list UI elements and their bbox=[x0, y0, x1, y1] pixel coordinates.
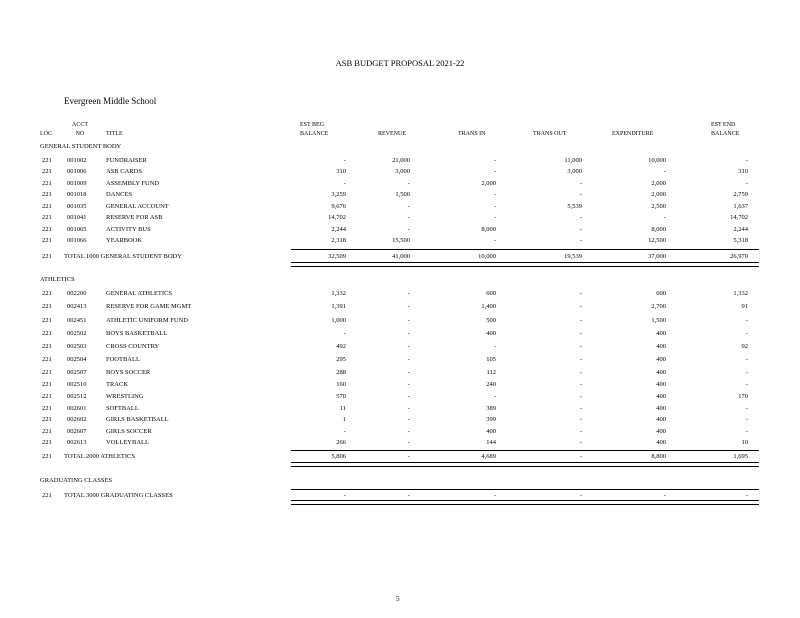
expenditure-cell: - bbox=[663, 214, 666, 221]
end-balance-cell: 5,318 bbox=[733, 237, 748, 244]
end-balance-cell: - bbox=[745, 317, 748, 324]
revenue-cell: - bbox=[407, 492, 410, 499]
revenue-cell: - bbox=[407, 180, 410, 187]
header-end-balance: BALANCE bbox=[711, 131, 740, 137]
beg-balance-cell: 2,244 bbox=[331, 226, 346, 233]
expenditure-cell: 2,000 bbox=[651, 180, 666, 187]
trans-out-cell: - bbox=[579, 303, 582, 310]
end-balance-cell: - bbox=[745, 381, 748, 388]
beg-balance-cell: 1,000 bbox=[331, 317, 346, 324]
title-cell: GENERAL ATHLETICS bbox=[106, 290, 173, 297]
header-est-beg: EST BEG bbox=[300, 122, 325, 128]
title-cell: ASSEMBLY FUND bbox=[106, 180, 160, 187]
subtotal-rule bbox=[291, 489, 759, 490]
acct-no-cell: 002602 bbox=[67, 416, 87, 423]
trans-in-cell: 400 bbox=[486, 330, 496, 337]
beg-balance-cell: 9,676 bbox=[331, 203, 346, 210]
header-title: TITLE bbox=[106, 131, 123, 137]
trans-out-cell: 3,000 bbox=[567, 168, 582, 175]
revenue-cell: - bbox=[407, 317, 410, 324]
end-balance-cell: 170 bbox=[738, 393, 748, 400]
trans-out-cell: - bbox=[579, 453, 582, 460]
title-cell: ASB CARDS bbox=[106, 168, 142, 175]
end-balance-cell: 310 bbox=[738, 168, 748, 175]
trans-in-cell: 400 bbox=[486, 428, 496, 435]
header-acct: ACCT bbox=[71, 122, 88, 128]
trans-out-cell: 11,000 bbox=[564, 157, 582, 164]
revenue-cell: - bbox=[407, 393, 410, 400]
trans-in-cell: 8,000 bbox=[481, 226, 496, 233]
subtotal-rule bbox=[291, 249, 759, 250]
trans-out-cell: 19,539 bbox=[564, 253, 582, 260]
acct-no-cell: 001041 bbox=[67, 214, 87, 221]
expenditure-cell: 400 bbox=[656, 369, 666, 376]
beg-balance-cell: 5,806 bbox=[331, 453, 346, 460]
expenditure-cell: 400 bbox=[656, 330, 666, 337]
loc-cell: 221 bbox=[42, 393, 52, 400]
expenditure-cell: - bbox=[663, 168, 666, 175]
title-cell: TRACK bbox=[106, 381, 129, 388]
title-cell: GIRLS BASKETBALL bbox=[106, 416, 169, 423]
header-acct-no: NO bbox=[75, 131, 85, 137]
revenue-cell: - bbox=[407, 290, 410, 297]
trans-in-cell: 389 bbox=[486, 405, 496, 412]
total-title-cell: TOTAL 2000 ATHLETICS bbox=[64, 453, 135, 460]
acct-no-cell: 002413 bbox=[67, 303, 87, 310]
expenditure-cell: 600 bbox=[656, 290, 666, 297]
expenditure-cell: 12,500 bbox=[648, 237, 666, 244]
trans-out-cell: - bbox=[579, 191, 582, 198]
title-cell: DANCES bbox=[106, 191, 133, 198]
loc-cell: 221 bbox=[42, 237, 52, 244]
revenue-cell: - bbox=[407, 381, 410, 388]
trans-in-cell: - bbox=[493, 191, 496, 198]
total-title-cell: TOTAL 3000 GRADUATING CLASSES bbox=[64, 492, 173, 499]
loc-cell: 221 bbox=[42, 226, 52, 233]
end-balance-cell: 14,702 bbox=[730, 214, 748, 221]
expenditure-cell: 8,000 bbox=[651, 226, 666, 233]
beg-balance-cell: 288 bbox=[336, 369, 346, 376]
total-double-rule bbox=[291, 500, 759, 505]
acct-no-cell: 002503 bbox=[67, 343, 87, 350]
revenue-cell: - bbox=[407, 453, 410, 460]
acct-no-cell: 001006 bbox=[67, 168, 87, 175]
title-cell: YEARBOOK bbox=[106, 237, 143, 244]
acct-no-cell: 001002 bbox=[67, 157, 87, 164]
loc-cell: 221 bbox=[42, 191, 52, 198]
trans-in-cell: 500 bbox=[486, 317, 496, 324]
loc-cell: 221 bbox=[42, 253, 52, 260]
trans-out-cell: - bbox=[579, 416, 582, 423]
trans-out-cell: - bbox=[579, 369, 582, 376]
header-est-end: EST END bbox=[711, 122, 736, 128]
expenditure-cell: 2,000 bbox=[651, 191, 666, 198]
trans-in-cell: - bbox=[493, 168, 496, 175]
title-cell: VOLLEYBALL bbox=[106, 439, 149, 446]
trans-out-cell: - bbox=[579, 393, 582, 400]
expenditure-cell: 400 bbox=[656, 343, 666, 350]
title-cell: FOOTBALL bbox=[106, 356, 140, 363]
trans-in-cell: 105 bbox=[486, 356, 496, 363]
header-expenditure: EXPENDITURE bbox=[612, 131, 654, 137]
title-cell: RESERVE FOR GAME MGMT bbox=[106, 303, 192, 310]
title-cell: SOFTBALL bbox=[106, 405, 139, 412]
revenue-cell: 41,000 bbox=[392, 253, 410, 260]
header-revenue: REVENUE bbox=[378, 131, 406, 137]
expenditure-cell: 400 bbox=[656, 428, 666, 435]
trans-out-cell: - bbox=[579, 428, 582, 435]
trans-in-cell: 600 bbox=[486, 290, 496, 297]
end-balance-cell: 92 bbox=[741, 343, 748, 350]
trans-out-cell: - bbox=[579, 439, 582, 446]
acct-no-cell: 002510 bbox=[67, 381, 87, 388]
expenditure-cell: 10,000 bbox=[648, 157, 666, 164]
title-cell: BOYS SOCCER bbox=[106, 369, 151, 376]
beg-balance-cell: 266 bbox=[336, 439, 346, 446]
trans-out-cell: - bbox=[579, 330, 582, 337]
report-title: ASB BUDGET PROPOSAL 2021-22 bbox=[335, 58, 465, 68]
title-cell: GIRLS SOCCER bbox=[106, 428, 152, 435]
title-cell: FUNDRAISER bbox=[106, 157, 147, 164]
acct-no-cell: 002601 bbox=[67, 405, 87, 412]
trans-in-cell: - bbox=[493, 393, 496, 400]
end-balance-cell: 26,970 bbox=[730, 253, 748, 260]
loc-cell: 221 bbox=[42, 317, 52, 324]
loc-cell: 221 bbox=[42, 405, 52, 412]
loc-cell: 221 bbox=[42, 428, 52, 435]
trans-out-cell: - bbox=[579, 381, 582, 388]
acct-no-cell: 002507 bbox=[67, 369, 87, 376]
title-cell: WRESTLING bbox=[106, 393, 144, 400]
beg-balance-cell: 1 bbox=[342, 416, 346, 423]
beg-balance-cell: 32,509 bbox=[328, 253, 346, 260]
beg-balance-cell: 160 bbox=[336, 381, 346, 388]
revenue-cell: - bbox=[407, 428, 410, 435]
end-balance-cell: - bbox=[745, 157, 748, 164]
loc-cell: 221 bbox=[42, 416, 52, 423]
loc-cell: 221 bbox=[42, 439, 52, 446]
trans-in-cell: 4,689 bbox=[481, 453, 496, 460]
acct-no-cell: 001035 bbox=[67, 203, 87, 210]
acct-no-cell: 002613 bbox=[67, 439, 87, 446]
revenue-cell: - bbox=[407, 356, 410, 363]
end-balance-cell: - bbox=[745, 416, 748, 423]
trans-in-cell: - bbox=[493, 237, 496, 244]
loc-cell: 221 bbox=[42, 168, 52, 175]
trans-in-cell: - bbox=[493, 203, 496, 210]
school-name: Evergreen Middle School bbox=[64, 96, 157, 106]
expenditure-cell: 37,000 bbox=[648, 253, 666, 260]
trans-in-cell: 2,000 bbox=[481, 180, 496, 187]
beg-balance-cell: 492 bbox=[336, 343, 346, 350]
loc-cell: 221 bbox=[42, 290, 52, 297]
beg-balance-cell: - bbox=[343, 180, 346, 187]
acct-no-cell: 002200 bbox=[67, 290, 87, 297]
expenditure-cell: 2,500 bbox=[651, 203, 666, 210]
revenue-cell: - bbox=[407, 439, 410, 446]
acct-no-cell: 001065 bbox=[67, 226, 87, 233]
trans-in-cell: 144 bbox=[486, 439, 496, 446]
subtotal-rule bbox=[291, 450, 759, 451]
acct-no-cell: 002607 bbox=[67, 428, 87, 435]
beg-balance-cell: 14,702 bbox=[328, 214, 346, 221]
end-balance-cell: - bbox=[745, 428, 748, 435]
acct-no-cell: 002512 bbox=[67, 393, 87, 400]
loc-cell: 221 bbox=[42, 356, 52, 363]
revenue-cell: - bbox=[407, 369, 410, 376]
beg-balance-cell: 310 bbox=[336, 168, 346, 175]
header-beg-balance: BALANCE bbox=[300, 131, 329, 137]
trans-in-cell: - bbox=[493, 492, 496, 499]
title-cell: GENERAL ACCOUNT bbox=[106, 203, 169, 210]
end-balance-cell: 2,759 bbox=[733, 191, 748, 198]
acct-no-cell: 001066 bbox=[67, 237, 87, 244]
expenditure-cell: 1,500 bbox=[651, 317, 666, 324]
loc-cell: 221 bbox=[42, 453, 52, 460]
revenue-cell: - bbox=[407, 330, 410, 337]
expenditure-cell: 400 bbox=[656, 439, 666, 446]
expenditure-cell: 400 bbox=[656, 381, 666, 388]
trans-out-cell: - bbox=[579, 214, 582, 221]
acct-no-cell: 002451 bbox=[67, 317, 87, 324]
beg-balance-cell: 1,391 bbox=[331, 303, 346, 310]
expenditure-cell: 2,700 bbox=[651, 303, 666, 310]
trans-out-cell: - bbox=[579, 317, 582, 324]
end-balance-cell: 1,637 bbox=[733, 203, 748, 210]
loc-cell: 221 bbox=[42, 492, 52, 499]
acct-no-cell: 002502 bbox=[67, 330, 87, 337]
end-balance-cell: - bbox=[745, 356, 748, 363]
trans-in-cell: 10,000 bbox=[478, 253, 496, 260]
end-balance-cell: 1,332 bbox=[733, 290, 748, 297]
trans-out-cell: - bbox=[579, 290, 582, 297]
beg-balance-cell: 11 bbox=[339, 405, 346, 412]
expenditure-cell: 400 bbox=[656, 356, 666, 363]
section-heading: GENERAL STUDENT BODY bbox=[40, 143, 122, 150]
end-balance-cell: - bbox=[745, 405, 748, 412]
expenditure-cell: 400 bbox=[656, 393, 666, 400]
revenue-cell: - bbox=[407, 343, 410, 350]
header-trans-in: TRANS IN bbox=[458, 131, 486, 137]
beg-balance-cell: 295 bbox=[336, 356, 346, 363]
beg-balance-cell: - bbox=[343, 157, 346, 164]
revenue-cell: - bbox=[407, 203, 410, 210]
trans-out-cell: - bbox=[579, 343, 582, 350]
loc-cell: 221 bbox=[42, 180, 52, 187]
beg-balance-cell: 570 bbox=[336, 393, 346, 400]
total-title-cell: TOTAL 1000 GENERAL STUDENT BODY bbox=[64, 253, 182, 260]
total-double-rule bbox=[291, 462, 759, 467]
beg-balance-cell: - bbox=[343, 492, 346, 499]
beg-balance-cell: - bbox=[343, 428, 346, 435]
title-cell: CROSS COUNTRY bbox=[106, 343, 160, 350]
end-balance-cell: - bbox=[745, 330, 748, 337]
title-cell: BOYS BASKETBALL bbox=[106, 330, 168, 337]
trans-in-cell: 240 bbox=[486, 381, 496, 388]
trans-out-cell: - bbox=[579, 405, 582, 412]
revenue-cell: - bbox=[407, 416, 410, 423]
acct-no-cell: 001009 bbox=[67, 180, 87, 187]
title-cell: ATHLETIC UNIFORM FUND bbox=[106, 317, 188, 324]
section-heading: ATHLETICS bbox=[40, 276, 75, 283]
title-cell: RESERVE FOR ASB bbox=[106, 214, 163, 221]
title-cell: ACTIVITY BUS bbox=[106, 226, 151, 233]
expenditure-cell: 400 bbox=[656, 405, 666, 412]
loc-cell: 221 bbox=[42, 203, 52, 210]
revenue-cell: 1,500 bbox=[395, 191, 410, 198]
loc-cell: 221 bbox=[42, 157, 52, 164]
revenue-cell: - bbox=[407, 405, 410, 412]
acct-no-cell: 002504 bbox=[67, 356, 87, 363]
beg-balance-cell: 2,318 bbox=[331, 237, 346, 244]
section-heading: GRADUATING CLASSES bbox=[40, 477, 113, 484]
end-balance-cell: - bbox=[745, 492, 748, 499]
beg-balance-cell: - bbox=[343, 330, 346, 337]
trans-in-cell: - bbox=[493, 343, 496, 350]
trans-out-cell: - bbox=[579, 226, 582, 233]
end-balance-cell: 2,244 bbox=[733, 226, 748, 233]
end-balance-cell: 91 bbox=[741, 303, 748, 310]
trans-in-cell: 112 bbox=[486, 369, 496, 376]
expenditure-cell: - bbox=[663, 492, 666, 499]
loc-cell: 221 bbox=[42, 214, 52, 221]
trans-out-cell: 5,539 bbox=[567, 203, 582, 210]
loc-cell: 221 bbox=[42, 369, 52, 376]
loc-cell: 221 bbox=[42, 330, 52, 337]
revenue-cell: 21,000 bbox=[392, 157, 410, 164]
trans-in-cell: - bbox=[493, 214, 496, 221]
revenue-cell: - bbox=[407, 226, 410, 233]
trans-out-cell: - bbox=[579, 180, 582, 187]
page-number: 5 bbox=[396, 595, 400, 603]
trans-in-cell: 1,400 bbox=[481, 303, 496, 310]
revenue-cell: 15,500 bbox=[392, 237, 410, 244]
revenue-cell: - bbox=[407, 214, 410, 221]
total-double-rule bbox=[291, 262, 759, 267]
trans-in-cell: - bbox=[493, 157, 496, 164]
revenue-cell: 3,000 bbox=[395, 168, 410, 175]
trans-in-cell: 399 bbox=[486, 416, 496, 423]
expenditure-cell: 400 bbox=[656, 416, 666, 423]
beg-balance-cell: 3,259 bbox=[331, 191, 346, 198]
header-loc: LOC bbox=[40, 131, 52, 137]
loc-cell: 221 bbox=[42, 303, 52, 310]
loc-cell: 221 bbox=[42, 343, 52, 350]
end-balance-cell: 10 bbox=[741, 439, 748, 446]
trans-out-cell: - bbox=[579, 492, 582, 499]
end-balance-cell: - bbox=[745, 180, 748, 187]
end-balance-cell: - bbox=[745, 369, 748, 376]
revenue-cell: - bbox=[407, 303, 410, 310]
loc-cell: 221 bbox=[42, 381, 52, 388]
acct-no-cell: 001018 bbox=[67, 191, 87, 198]
trans-out-cell: - bbox=[579, 356, 582, 363]
end-balance-cell: 1,695 bbox=[733, 453, 748, 460]
expenditure-cell: 8,800 bbox=[651, 453, 666, 460]
beg-balance-cell: 1,332 bbox=[331, 290, 346, 297]
header-trans-out: TRANS OUT bbox=[533, 131, 567, 137]
trans-out-cell: - bbox=[579, 237, 582, 244]
